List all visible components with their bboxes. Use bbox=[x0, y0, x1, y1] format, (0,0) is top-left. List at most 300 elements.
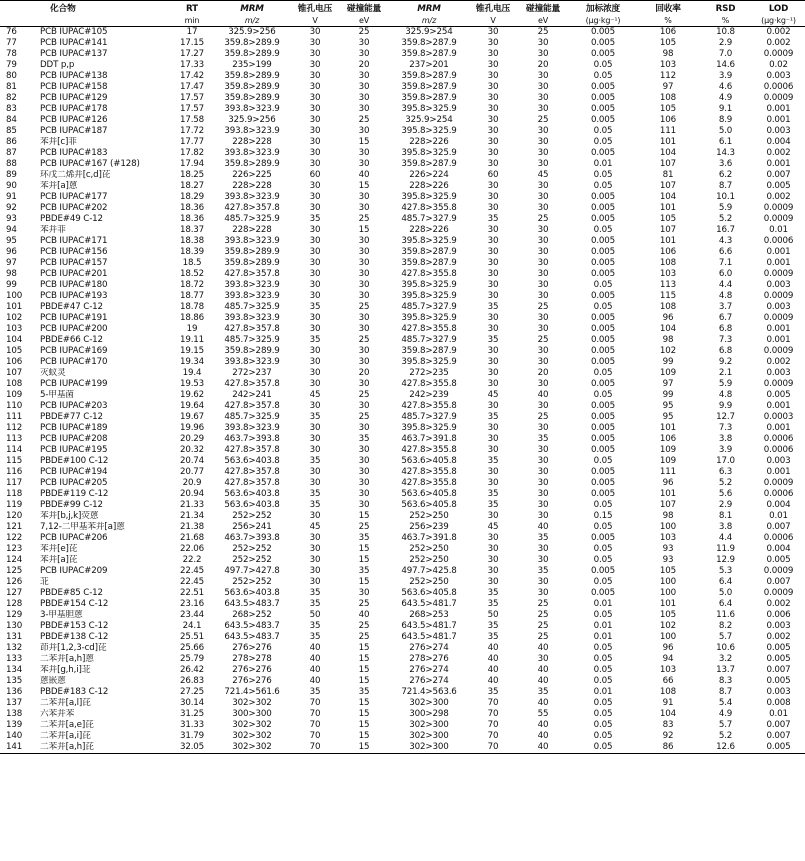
compound-name-cell: PBDE#153 C-12 bbox=[40, 621, 109, 631]
retention-time-cell: 17.82 bbox=[179, 148, 205, 158]
retention-time-cell: 18.52 bbox=[179, 269, 205, 279]
compound-name-cell: PCB IUPAC#209 bbox=[40, 566, 108, 576]
cone-voltage-1-cell: 30 bbox=[309, 291, 321, 301]
col-rt-header: RT bbox=[171, 1, 213, 16]
collision-energy-2-cell: 30 bbox=[537, 401, 549, 411]
table-row bbox=[0, 698, 805, 709]
spike-concentration-cell: 0.005 bbox=[590, 291, 616, 301]
recovery-cell: 107 bbox=[659, 159, 677, 169]
rsd-cell: 6.4 bbox=[718, 599, 733, 609]
lod-cell: 0.003 bbox=[766, 280, 791, 290]
spike-concentration-cell: 0.005 bbox=[590, 82, 616, 92]
row-index-cell: 129 bbox=[6, 610, 23, 620]
cone-voltage-1-cell: 30 bbox=[309, 38, 321, 48]
row-index-cell: 76 bbox=[6, 27, 17, 37]
cone-voltage-1-cell: 35 bbox=[309, 687, 321, 697]
compound-name-cell: PCB IUPAC#129 bbox=[40, 93, 108, 103]
collision-energy-1-cell: 40 bbox=[358, 170, 370, 180]
mrm-transition-1-cell: 268>252 bbox=[232, 610, 272, 620]
cone-voltage-1-cell: 30 bbox=[309, 115, 321, 125]
recovery-cell: 101 bbox=[659, 203, 677, 213]
spike-concentration-cell: 0.05 bbox=[593, 610, 613, 620]
retention-time-cell: 26.83 bbox=[179, 676, 205, 686]
collision-energy-1-cell: 25 bbox=[358, 412, 370, 422]
lod-cell: 0.0009 bbox=[763, 214, 794, 224]
row-index-cell: 116 bbox=[6, 467, 23, 477]
recovery-cell: 104 bbox=[659, 324, 677, 334]
lod-cell: 0.008 bbox=[766, 698, 791, 708]
mrm-transition-2-cell: 485.7>327.9 bbox=[401, 214, 457, 224]
mrm-transition-1-cell: 300>300 bbox=[232, 709, 272, 719]
table-row bbox=[0, 456, 805, 467]
row-index-cell: 82 bbox=[6, 93, 17, 103]
mrm-transition-1-cell: 325.9>256 bbox=[228, 115, 276, 125]
mrm-transition-2-cell: 276>274 bbox=[409, 665, 449, 675]
mrm-transition-2-cell: 300>298 bbox=[409, 709, 449, 719]
cone-voltage-2-cell: 35 bbox=[487, 456, 499, 466]
cone-voltage-2-cell: 60 bbox=[487, 170, 499, 180]
collision-energy-2-cell: 25 bbox=[537, 632, 549, 642]
mrm-transition-2-cell: 359.8>287.9 bbox=[401, 82, 457, 92]
cone-voltage-1-cell: 40 bbox=[309, 676, 321, 686]
spike-concentration-cell: 0.005 bbox=[590, 412, 616, 422]
compound-name-cell: PCB IUPAC#199 bbox=[40, 379, 108, 389]
table-row bbox=[0, 676, 805, 687]
retention-time-cell: 25.66 bbox=[179, 643, 205, 653]
retention-time-cell: 18.36 bbox=[179, 214, 205, 224]
compound-name-cell: PCB IUPAC#170 bbox=[40, 357, 108, 367]
mrm-transition-1-cell: 393.8>323.9 bbox=[224, 280, 280, 290]
table-row bbox=[0, 104, 805, 115]
collision-energy-1-cell: 15 bbox=[358, 577, 370, 587]
retention-time-cell: 19.96 bbox=[179, 423, 205, 433]
compound-name-cell: PCB IUPAC#171 bbox=[40, 236, 108, 246]
collision-energy-2-cell: 30 bbox=[537, 236, 549, 246]
mrm-transition-1-cell: 393.8>323.9 bbox=[224, 423, 280, 433]
retention-time-cell: 17.72 bbox=[179, 126, 205, 136]
compound-name-cell: PBDE#77 C-12 bbox=[40, 412, 103, 422]
lod-cell: 0.007 bbox=[766, 720, 791, 730]
spike-concentration-cell: 0.005 bbox=[590, 203, 616, 213]
spike-concentration-cell: 0.005 bbox=[590, 27, 616, 37]
spike-concentration-cell: 0.005 bbox=[590, 258, 616, 268]
spike-concentration-cell: 0.05 bbox=[593, 544, 613, 554]
table-row bbox=[0, 687, 805, 698]
table-row bbox=[0, 137, 805, 148]
collision-energy-2-cell: 30 bbox=[537, 71, 549, 81]
mrm-transition-1-cell: 643.5>483.7 bbox=[224, 599, 280, 609]
spike-concentration-cell: 0.01 bbox=[593, 632, 613, 642]
lod-cell: 0.002 bbox=[766, 632, 791, 642]
mrm-transition-2-cell: 497.7>425.8 bbox=[401, 566, 457, 576]
compound-name-cell: PBDE#138 C-12 bbox=[40, 632, 109, 642]
spike-concentration-cell: 0.05 bbox=[593, 60, 613, 70]
table-row bbox=[0, 346, 805, 357]
table-row bbox=[0, 269, 805, 280]
compound-name-cell: PBDE#49 C-12 bbox=[40, 214, 103, 224]
mrm-transition-1-cell: 485.7>325.9 bbox=[224, 302, 280, 312]
spike-concentration-cell: 0.005 bbox=[590, 533, 616, 543]
mrm-transition-2-cell: 395.8>325.9 bbox=[401, 104, 457, 114]
cone-voltage-1-cell: 35 bbox=[309, 632, 321, 642]
lod-cell: 0.0006 bbox=[763, 489, 794, 499]
collision-energy-1-cell: 30 bbox=[358, 159, 370, 169]
collision-energy-2-cell: 20 bbox=[537, 60, 549, 70]
lod-cell: 0.0003 bbox=[763, 412, 794, 422]
collision-energy-2-cell: 30 bbox=[537, 148, 549, 158]
collision-energy-1-cell: 15 bbox=[339, 742, 389, 754]
spike-concentration-cell: 0.01 bbox=[593, 599, 613, 609]
table-row bbox=[0, 159, 805, 170]
rsd-cell: 4.9 bbox=[718, 709, 733, 719]
table-row bbox=[0, 412, 805, 423]
spike-concentration-cell: 0.005 bbox=[590, 115, 616, 125]
cone-voltage-2-cell: 70 bbox=[487, 698, 499, 708]
cone-voltage-1-cell: 30 bbox=[309, 511, 321, 521]
collision-energy-1-cell: 35 bbox=[358, 687, 370, 697]
spike-concentration-cell: 0.05 bbox=[593, 137, 613, 147]
cone-voltage-1-cell: 30 bbox=[309, 445, 321, 455]
collision-energy-2-cell: 25 bbox=[537, 302, 549, 312]
table-row bbox=[0, 599, 805, 610]
cone-voltage-1-cell: 30 bbox=[309, 60, 321, 70]
compound-name-cell: 苯并[e]芘 bbox=[40, 544, 78, 554]
recovery-cell: 107 bbox=[659, 181, 677, 191]
cone-voltage-1-cell: 30 bbox=[309, 324, 321, 334]
spike-concentration-cell: 0.005 bbox=[590, 346, 616, 356]
row-index-cell: 97 bbox=[6, 258, 17, 268]
collision-energy-1-cell: 15 bbox=[358, 654, 370, 664]
table-row bbox=[0, 38, 805, 49]
cone-voltage-2-cell: 30 bbox=[487, 93, 499, 103]
rsd-cell: 3.6 bbox=[718, 159, 733, 169]
mrm-transition-2-cell: 485.7>327.9 bbox=[401, 302, 457, 312]
cone-voltage-2-cell: 30 bbox=[487, 269, 499, 279]
row-index-cell: 103 bbox=[6, 324, 23, 334]
lod-cell: 0.001 bbox=[766, 159, 791, 169]
row-index-cell: 141 bbox=[0, 742, 36, 754]
cone-voltage-2-cell: 30 bbox=[487, 434, 499, 444]
collision-energy-2-cell: 55 bbox=[537, 709, 549, 719]
cone-voltage-2-cell: 30 bbox=[487, 258, 499, 268]
compound-name-cell: PCB IUPAC#167 (#128) bbox=[40, 159, 140, 169]
mrm-transition-2-cell: 237>201 bbox=[409, 60, 449, 70]
collision-energy-2-cell: 30 bbox=[537, 456, 549, 466]
recovery-cell: 66 bbox=[662, 676, 674, 686]
cone-voltage-1-cell: 45 bbox=[309, 390, 321, 400]
spike-concentration-cell: 0.005 bbox=[590, 93, 616, 103]
spike-concentration-cell: 0.05 bbox=[593, 720, 613, 730]
cone-voltage-1-cell: 30 bbox=[309, 423, 321, 433]
retention-time-cell: 31.25 bbox=[179, 709, 205, 719]
cone-voltage-2-cell: 30 bbox=[487, 148, 499, 158]
compound-name-cell: PCB IUPAC#193 bbox=[40, 291, 108, 301]
col-recovery-unit: % bbox=[637, 15, 699, 27]
row-index-cell: 121 bbox=[6, 522, 23, 532]
col-cone1-header: 锥孔电压 bbox=[291, 1, 339, 16]
lod-cell: 0.001 bbox=[766, 423, 791, 433]
col-index-unit bbox=[0, 15, 36, 27]
cone-voltage-2-cell: 30 bbox=[487, 38, 499, 48]
spike-concentration-cell: 0.05 bbox=[593, 368, 613, 378]
row-index-cell: 120 bbox=[6, 511, 23, 521]
rsd-cell: 7.1 bbox=[718, 258, 733, 268]
mrm-transition-2-cell: 359.8>287.9 bbox=[401, 346, 457, 356]
row-index-cell: 92 bbox=[6, 203, 17, 213]
compound-name-cell: 苯并[a]芘 bbox=[40, 555, 78, 565]
cone-voltage-2-cell: 35 bbox=[487, 588, 499, 598]
collision-energy-1-cell: 30 bbox=[358, 445, 370, 455]
retention-time-cell: 32.05 bbox=[171, 742, 213, 754]
cone-voltage-1-cell: 30 bbox=[309, 269, 321, 279]
collision-energy-1-cell: 35 bbox=[358, 434, 370, 444]
row-index-cell: 86 bbox=[6, 137, 17, 147]
collision-energy-1-cell: 25 bbox=[358, 621, 370, 631]
rsd-cell: 14.6 bbox=[716, 60, 735, 70]
collision-energy-1-cell: 15 bbox=[358, 643, 370, 653]
recovery-cell: 97 bbox=[662, 379, 674, 389]
rsd-cell: 2.9 bbox=[718, 38, 733, 48]
row-index-cell: 113 bbox=[6, 434, 23, 444]
recovery-cell: 86 bbox=[637, 742, 699, 754]
retention-time-cell: 18.5 bbox=[182, 258, 202, 268]
spike-concentration-cell: 0.005 bbox=[590, 269, 616, 279]
recovery-cell: 105 bbox=[659, 104, 677, 114]
rsd-cell: 10.1 bbox=[716, 192, 735, 202]
mrm-transition-2-cell: 427.8>355.8 bbox=[401, 269, 457, 279]
collision-energy-1-cell: 30 bbox=[358, 313, 370, 323]
rsd-cell: 4.8 bbox=[718, 390, 733, 400]
rsd-cell: 8.7 bbox=[718, 181, 733, 191]
compound-name-cell: 苯并[b,j,k]荧蒽 bbox=[40, 511, 99, 521]
collision-energy-2-cell: 25 bbox=[537, 412, 549, 422]
retention-time-cell: 18.38 bbox=[179, 236, 205, 246]
cone-voltage-1-cell: 45 bbox=[309, 522, 321, 532]
compound-name-cell: 3-甲基胆蒽 bbox=[40, 610, 83, 620]
collision-energy-2-cell: 45 bbox=[537, 170, 549, 180]
row-index-cell: 91 bbox=[6, 192, 17, 202]
row-index-cell: 78 bbox=[6, 49, 17, 59]
retention-time-cell: 23.16 bbox=[179, 599, 205, 609]
collision-energy-2-cell: 25 bbox=[537, 27, 549, 37]
row-index-cell: 133 bbox=[6, 654, 23, 664]
mrm-transition-1-cell: 563.6>403.8 bbox=[224, 500, 280, 510]
col-mrm2-unit: m/z bbox=[389, 15, 469, 27]
cone-voltage-1-cell: 70 bbox=[309, 731, 321, 741]
recovery-cell: 109 bbox=[659, 456, 677, 466]
recovery-cell: 83 bbox=[662, 720, 674, 730]
row-index-cell: 134 bbox=[6, 665, 23, 675]
mrm-transition-2-cell: 463.7>391.8 bbox=[401, 533, 457, 543]
compound-name-cell: 苯并[c]菲 bbox=[40, 137, 77, 147]
spike-concentration-cell: 0.05 bbox=[593, 181, 613, 191]
cone-voltage-2-cell: 30 bbox=[487, 236, 499, 246]
compound-name-cell: PCB IUPAC#158 bbox=[40, 82, 108, 92]
collision-energy-1-cell: 15 bbox=[358, 698, 370, 708]
rsd-cell: 3.7 bbox=[718, 302, 733, 312]
mrm-transition-2-cell: 252>250 bbox=[409, 555, 449, 565]
cone-voltage-2-cell: 30 bbox=[487, 280, 499, 290]
row-index-cell: 84 bbox=[6, 115, 17, 125]
compound-name-cell: 环戊二烯并[c,d]芘 bbox=[40, 170, 111, 180]
mrm-transition-2-cell: 395.8>325.9 bbox=[401, 357, 457, 367]
compound-name-cell: PCB IUPAC#208 bbox=[40, 434, 108, 444]
collision-energy-1-cell: 30 bbox=[358, 346, 370, 356]
cone-voltage-2-cell: 30 bbox=[487, 203, 499, 213]
compound-name-cell: PCB IUPAC#189 bbox=[40, 423, 108, 433]
recovery-cell: 111 bbox=[659, 126, 677, 136]
collision-energy-2-cell: 35 bbox=[537, 687, 549, 697]
rsd-cell: 12.6 bbox=[699, 742, 752, 754]
collision-energy-2-cell: 25 bbox=[537, 214, 549, 224]
table-row bbox=[0, 445, 805, 456]
retention-time-cell: 18.29 bbox=[179, 192, 205, 202]
rsd-cell: 11.6 bbox=[716, 610, 735, 620]
cone-voltage-1-cell: 30 bbox=[309, 346, 321, 356]
lod-cell: 0.001 bbox=[766, 467, 791, 477]
mrm-transition-2-cell: 359.8>287.9 bbox=[401, 93, 457, 103]
table-row bbox=[0, 27, 805, 39]
row-index-cell: 110 bbox=[6, 401, 23, 411]
mrm-transition-2-cell: 302>300 bbox=[409, 731, 449, 741]
lod-cell: 0.002 bbox=[766, 148, 791, 158]
retention-time-cell: 20.29 bbox=[179, 434, 205, 444]
mrm-transition-2-cell: 359.8>287.9 bbox=[401, 159, 457, 169]
retention-time-cell: 26.42 bbox=[179, 665, 205, 675]
spike-concentration-cell: 0.05 bbox=[593, 709, 613, 719]
collision-energy-2-cell: 40 bbox=[537, 720, 549, 730]
spike-concentration-cell: 0.05 bbox=[593, 665, 613, 675]
retention-time-cell: 21.33 bbox=[179, 500, 205, 510]
row-index-cell: 106 bbox=[6, 357, 23, 367]
mrm-transition-1-cell: 359.8>289.9 bbox=[224, 71, 280, 81]
table-row bbox=[0, 181, 805, 192]
col-spike-header: 加标浓度 bbox=[569, 1, 637, 16]
retention-time-cell: 18.39 bbox=[179, 247, 205, 257]
mrm-transition-1-cell: 463.7>393.8 bbox=[224, 434, 280, 444]
recovery-cell: 95 bbox=[662, 412, 674, 422]
table-row bbox=[0, 500, 805, 511]
retention-time-cell: 18.78 bbox=[179, 302, 205, 312]
collision-energy-1-cell: 15 bbox=[358, 511, 370, 521]
recovery-cell: 106 bbox=[659, 115, 677, 125]
lod-cell: 0.001 bbox=[766, 115, 791, 125]
cone-voltage-1-cell: 30 bbox=[309, 203, 321, 213]
rsd-cell: 8.9 bbox=[718, 115, 733, 125]
cone-voltage-2-cell: 30 bbox=[487, 247, 499, 257]
recovery-cell: 103 bbox=[659, 60, 677, 70]
lod-cell: 0.0009 bbox=[763, 346, 794, 356]
rsd-cell: 13.7 bbox=[716, 665, 735, 675]
compound-name-cell: 苝 bbox=[40, 577, 49, 587]
compound-name-cell: PCB IUPAC#156 bbox=[40, 247, 108, 257]
cone-voltage-1-cell: 30 bbox=[309, 478, 321, 488]
collision-energy-1-cell: 30 bbox=[358, 38, 370, 48]
collision-energy-1-cell: 30 bbox=[358, 456, 370, 466]
row-index-cell: 85 bbox=[6, 126, 17, 136]
recovery-cell: 106 bbox=[659, 27, 677, 37]
rsd-cell: 5.9 bbox=[718, 379, 733, 389]
cone-voltage-2-cell: 30 bbox=[487, 192, 499, 202]
compound-name-cell: PCB IUPAC#178 bbox=[40, 104, 108, 114]
retention-time-cell: 18.36 bbox=[179, 203, 205, 213]
recovery-cell: 108 bbox=[659, 93, 677, 103]
retention-time-cell: 20.74 bbox=[179, 456, 205, 466]
table-row bbox=[0, 511, 805, 522]
table-row bbox=[0, 654, 805, 665]
rsd-cell: 8.3 bbox=[718, 676, 733, 686]
retention-time-cell: 25.51 bbox=[179, 632, 205, 642]
row-index-cell: 117 bbox=[6, 478, 23, 488]
lod-cell: 0.002 bbox=[766, 27, 791, 37]
cone-voltage-1-cell: 30 bbox=[309, 71, 321, 81]
mrm-transition-1-cell: 359.8>289.9 bbox=[224, 247, 280, 257]
collision-energy-1-cell: 30 bbox=[358, 269, 370, 279]
retention-time-cell: 17.94 bbox=[179, 159, 205, 169]
row-index-cell: 128 bbox=[6, 599, 23, 609]
recovery-cell: 102 bbox=[659, 621, 677, 631]
compound-name-cell: PCB IUPAC#177 bbox=[40, 192, 108, 202]
recovery-cell: 112 bbox=[659, 71, 677, 81]
retention-time-cell: 19.4 bbox=[182, 368, 202, 378]
collision-energy-1-cell: 30 bbox=[358, 423, 370, 433]
retention-time-cell: 22.2 bbox=[182, 555, 202, 565]
lod-cell: 0.0009 bbox=[763, 269, 794, 279]
spike-concentration-cell: 0.05 bbox=[593, 126, 613, 136]
collision-energy-1-cell: 15 bbox=[358, 544, 370, 554]
table-row bbox=[0, 258, 805, 269]
collision-energy-2-cell: 30 bbox=[537, 445, 549, 455]
compound-name-cell: PBDE#99 C-12 bbox=[40, 500, 103, 510]
lod-cell: 0.007 bbox=[766, 665, 791, 675]
collision-energy-2-cell: 30 bbox=[537, 82, 549, 92]
row-index-cell: 136 bbox=[6, 687, 23, 697]
rsd-cell: 6.0 bbox=[718, 269, 733, 279]
row-index-cell: 126 bbox=[6, 577, 23, 587]
cone-voltage-2-cell: 40 bbox=[487, 643, 499, 653]
collision-energy-2-cell: 30 bbox=[537, 126, 549, 136]
lod-cell: 0.0009 bbox=[763, 478, 794, 488]
row-index-cell: 114 bbox=[6, 445, 23, 455]
row-index-cell: 94 bbox=[6, 225, 17, 235]
compound-name-cell: PCB IUPAC#202 bbox=[40, 203, 108, 213]
mrm-transition-1-cell: 359.8>289.9 bbox=[224, 93, 280, 103]
mrm-transition-1-cell: 427.8>357.8 bbox=[224, 324, 280, 334]
row-index-cell: 90 bbox=[6, 181, 17, 191]
spike-concentration-cell: 0.05 bbox=[593, 500, 613, 510]
cone-voltage-2-cell: 30 bbox=[487, 478, 499, 488]
rsd-cell: 8.7 bbox=[718, 687, 733, 697]
cone-voltage-2-cell: 30 bbox=[487, 445, 499, 455]
lod-cell: 0.002 bbox=[766, 599, 791, 609]
col-collision1-header: 碰撞能量 bbox=[339, 1, 389, 16]
spike-concentration-cell: 0.005 bbox=[590, 38, 616, 48]
table-row bbox=[0, 313, 805, 324]
collision-energy-1-cell: 30 bbox=[358, 126, 370, 136]
rsd-cell: 6.7 bbox=[718, 313, 733, 323]
header-row-2 bbox=[0, 15, 805, 27]
collision-energy-2-cell: 20 bbox=[537, 368, 549, 378]
rsd-cell: 6.6 bbox=[718, 247, 733, 257]
rsd-cell: 14.3 bbox=[716, 148, 735, 158]
rsd-cell: 16.7 bbox=[716, 225, 735, 235]
collision-energy-2-cell: 40 bbox=[537, 676, 549, 686]
lod-cell: 0.005 bbox=[766, 654, 791, 664]
compound-name-cell: PCB IUPAC#194 bbox=[40, 467, 108, 477]
collision-energy-1-cell: 30 bbox=[358, 379, 370, 389]
lod-cell: 0.01 bbox=[769, 709, 788, 719]
rsd-cell: 5.2 bbox=[718, 214, 733, 224]
